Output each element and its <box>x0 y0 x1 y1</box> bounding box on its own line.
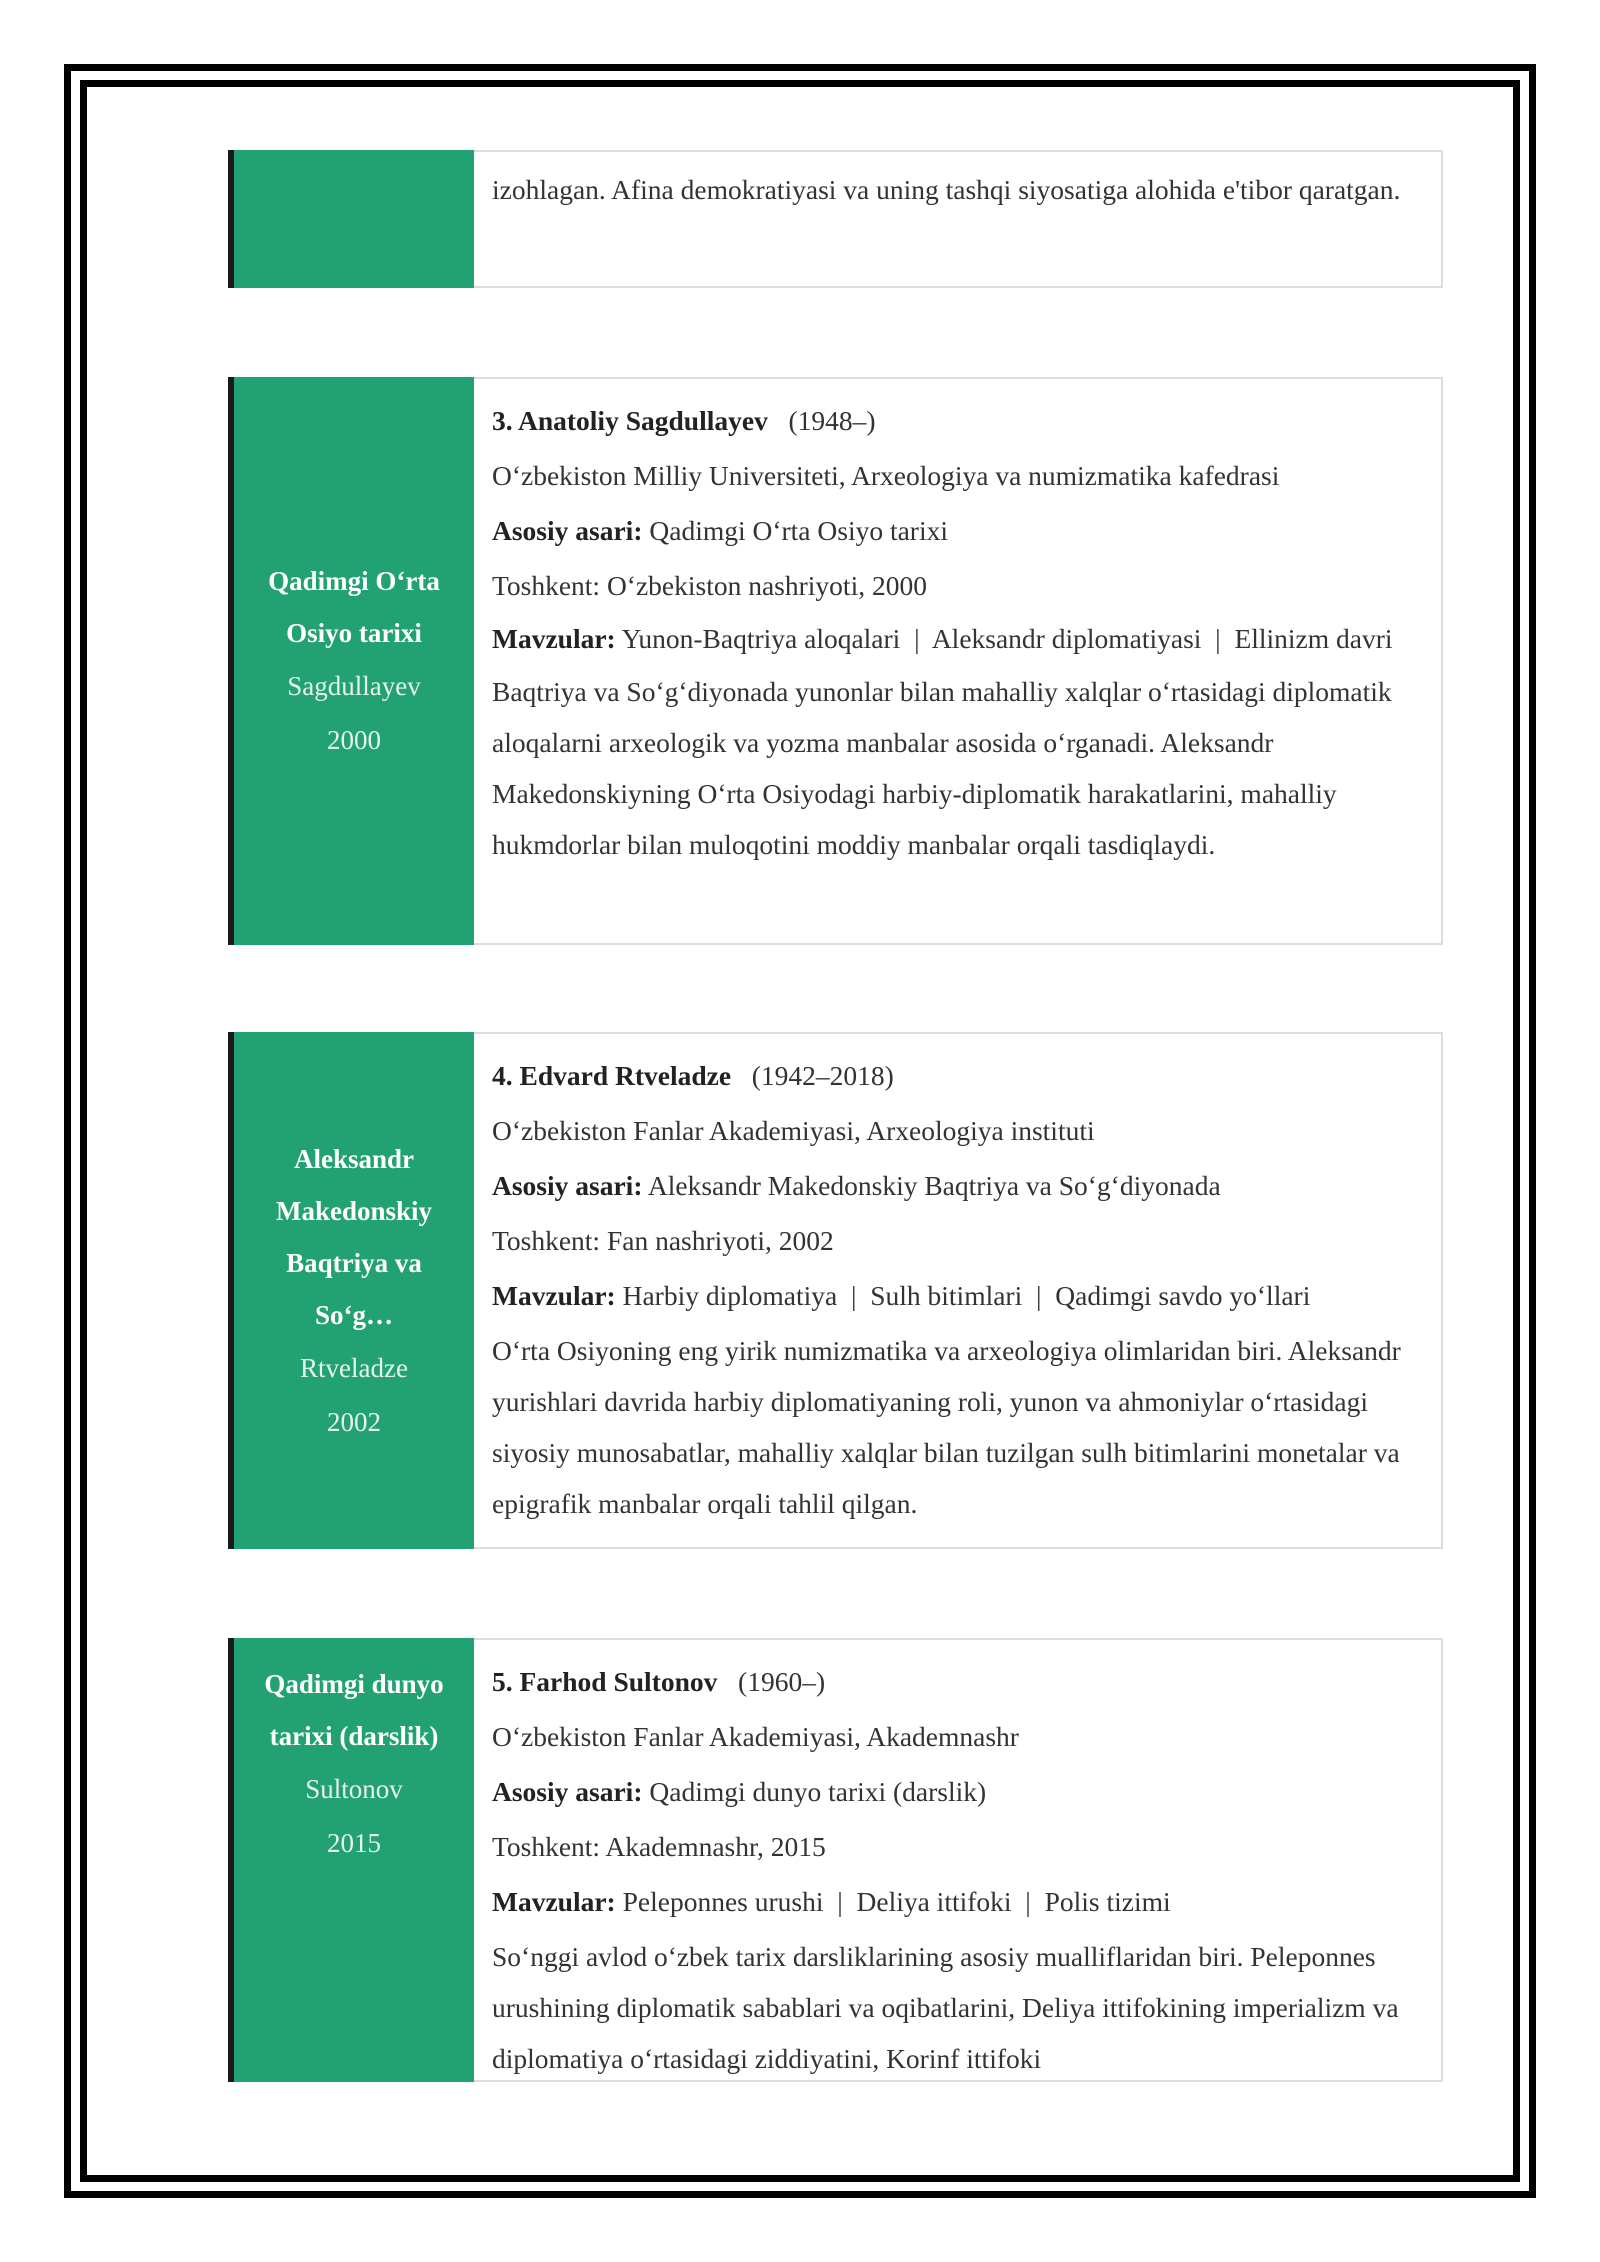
sidebar-author: Sultonov <box>305 1774 403 1804</box>
scholar-heading <box>492 393 1423 448</box>
main-work <box>492 503 1423 558</box>
scholar-card <box>228 1032 1443 1549</box>
topics-label: Mavzular: <box>492 1280 616 1311</box>
main-work-label: Asosiy asari: <box>492 515 643 546</box>
card-description: izohlagan. Afina demokratiyasi va uning tashqi siyosatiga alohida e'tibor qaratgan. <box>492 174 1401 205</box>
scholar-name: 5. Farhod Sultonov <box>492 1666 718 1697</box>
scholar-description: O‘rta Osiyoning eng yirik numizmatika va arxeologiya olimlaridan biri. Aleksandr yurishlari davrida harbiy diplomatiyaning roli, yunon va ahmoniylar o‘rtasidagi siyosiy munosabatlar, mahalliy xalqlar bilan tuzilgan sulh bitimlarini monetalar va epigrafik manbalar orqali tahlil qilgan. <box>492 1335 1401 1519</box>
sidebar-book-title: Aleksandr Makedonskiy Baqtriya va So‘g… <box>275 1143 433 1330</box>
sidebar-book-title: Qadimgi O‘rta Osiyo tarixi <box>268 566 440 648</box>
topics-label: Mavzular: <box>492 1886 616 1917</box>
topic-item: Aleksandr diplomatiyasi <box>931 623 1202 654</box>
sidebar-year: 2015 <box>327 1828 381 1858</box>
scholar-name: 3. Anatoliy Sagdullayev <box>492 405 768 436</box>
topic-item: Qadimgi savdo yo‘llari <box>1055 1280 1311 1311</box>
sidebar-author: Rtveladze <box>300 1352 408 1383</box>
scholar-years: (1948–) <box>788 405 876 436</box>
scholar-institution: O‘zbekiston Fanlar Akademiyasi, Arxeologiya instituti <box>492 1115 1095 1146</box>
main-work-title: Aleksandr Makedonskiy Baqtriya va So‘g‘diyonada <box>647 1170 1221 1201</box>
scholar-institution: O‘zbekiston Fanlar Akademiyasi, Akademnashr <box>492 1721 1019 1752</box>
main-work <box>492 1764 1423 1819</box>
sidebar-year: 2000 <box>327 725 381 755</box>
main-work-title: Qadimgi dunyo tarixi (darslik) <box>649 1776 987 1807</box>
main-work-label: Asosiy asari: <box>492 1170 643 1201</box>
scholar-card <box>228 377 1443 945</box>
topic-separator: | <box>830 1886 850 1917</box>
card-sidebar <box>228 1032 474 1549</box>
sidebar-author: Sagdullayev <box>287 671 421 701</box>
topic-item: Sulh bitimlari <box>870 1280 1023 1311</box>
topic-separator: | <box>844 1280 864 1311</box>
topic-separator: | <box>907 623 927 654</box>
card-sidebar <box>228 377 474 945</box>
topic-item: Peleponnes urushi <box>622 1886 824 1917</box>
scholar-card <box>228 1638 1443 2082</box>
main-work <box>492 1158 1423 1213</box>
topics <box>492 613 1423 664</box>
card-content <box>474 377 1443 945</box>
card-content <box>474 1032 1443 1549</box>
scholar-heading <box>492 1048 1423 1103</box>
topic-separator: | <box>1018 1886 1038 1917</box>
topic-separator: | <box>1208 623 1228 654</box>
topics <box>492 1874 1423 1929</box>
card-content <box>474 1638 1443 2082</box>
scholar-years: (1942–2018) <box>751 1060 894 1091</box>
scholar-description: So‘nggi avlod o‘zbek tarix darsliklarining asosiy mualliflaridan biri. Peleponnes urushining diplomatik sabablari va oqibatlarini, Deliya ittifokining imperializm va diplomatiya o‘rtasidagi ziddiyatini, Korinf ittifoki <box>492 1941 1399 2074</box>
scholar-name: 4. Edvard Rtveladze <box>492 1060 732 1091</box>
publisher: Toshkent: Akademnashr, 2015 <box>492 1831 826 1862</box>
publisher: Toshkent: O‘zbekiston nashriyoti, 2000 <box>492 570 927 601</box>
topic-item: Ellinizm davri <box>1234 623 1393 654</box>
sidebar-year: 2002 <box>327 1406 381 1437</box>
card-sidebar <box>228 150 474 288</box>
topic-separator: | <box>1029 1280 1049 1311</box>
topic-item: Deliya ittifoki <box>856 1886 1012 1917</box>
card-sidebar <box>228 1638 474 2082</box>
main-work-title: Qadimgi O‘rta Osiyo tarixi <box>649 515 948 546</box>
scholar-institution: O‘zbekiston Milliy Universiteti, Arxeologiya va numizmatika kafedrasi <box>492 460 1280 491</box>
publisher: Toshkent: Fan nashriyoti, 2002 <box>492 1225 834 1256</box>
scholar-description: Baqtriya va So‘g‘diyonada yunonlar bilan mahalliy xalqlar o‘rtasidagi diplomatik aloqalarni arxeologik va yozma manbalar asosida o‘rganadi. Aleksandr Makedonskiyning O‘rta Osiyodagi harbiy-diplomatik harakatlarini, mahalliy hukmdorlar bilan muloqotini moddiy manbalar orqali tasdiqlaydi. <box>492 676 1392 860</box>
topic-item: Polis tizimi <box>1044 1886 1171 1917</box>
scholar-heading <box>492 1654 1423 1709</box>
scholar-card-continued <box>228 150 1443 288</box>
scholar-years: (1960–) <box>738 1666 826 1697</box>
sidebar-book-title: Qadimgi dunyo tarixi (darslik) <box>264 1669 444 1751</box>
main-work-label: Asosiy asari: <box>492 1776 643 1807</box>
topic-item: Harbiy diplomatiya <box>622 1280 838 1311</box>
topics <box>492 1268 1423 1323</box>
topic-item: Yunon-Baqtriya aloqalari <box>621 623 901 654</box>
topics-label: Mavzular: <box>492 623 616 654</box>
card-content <box>474 150 1443 288</box>
